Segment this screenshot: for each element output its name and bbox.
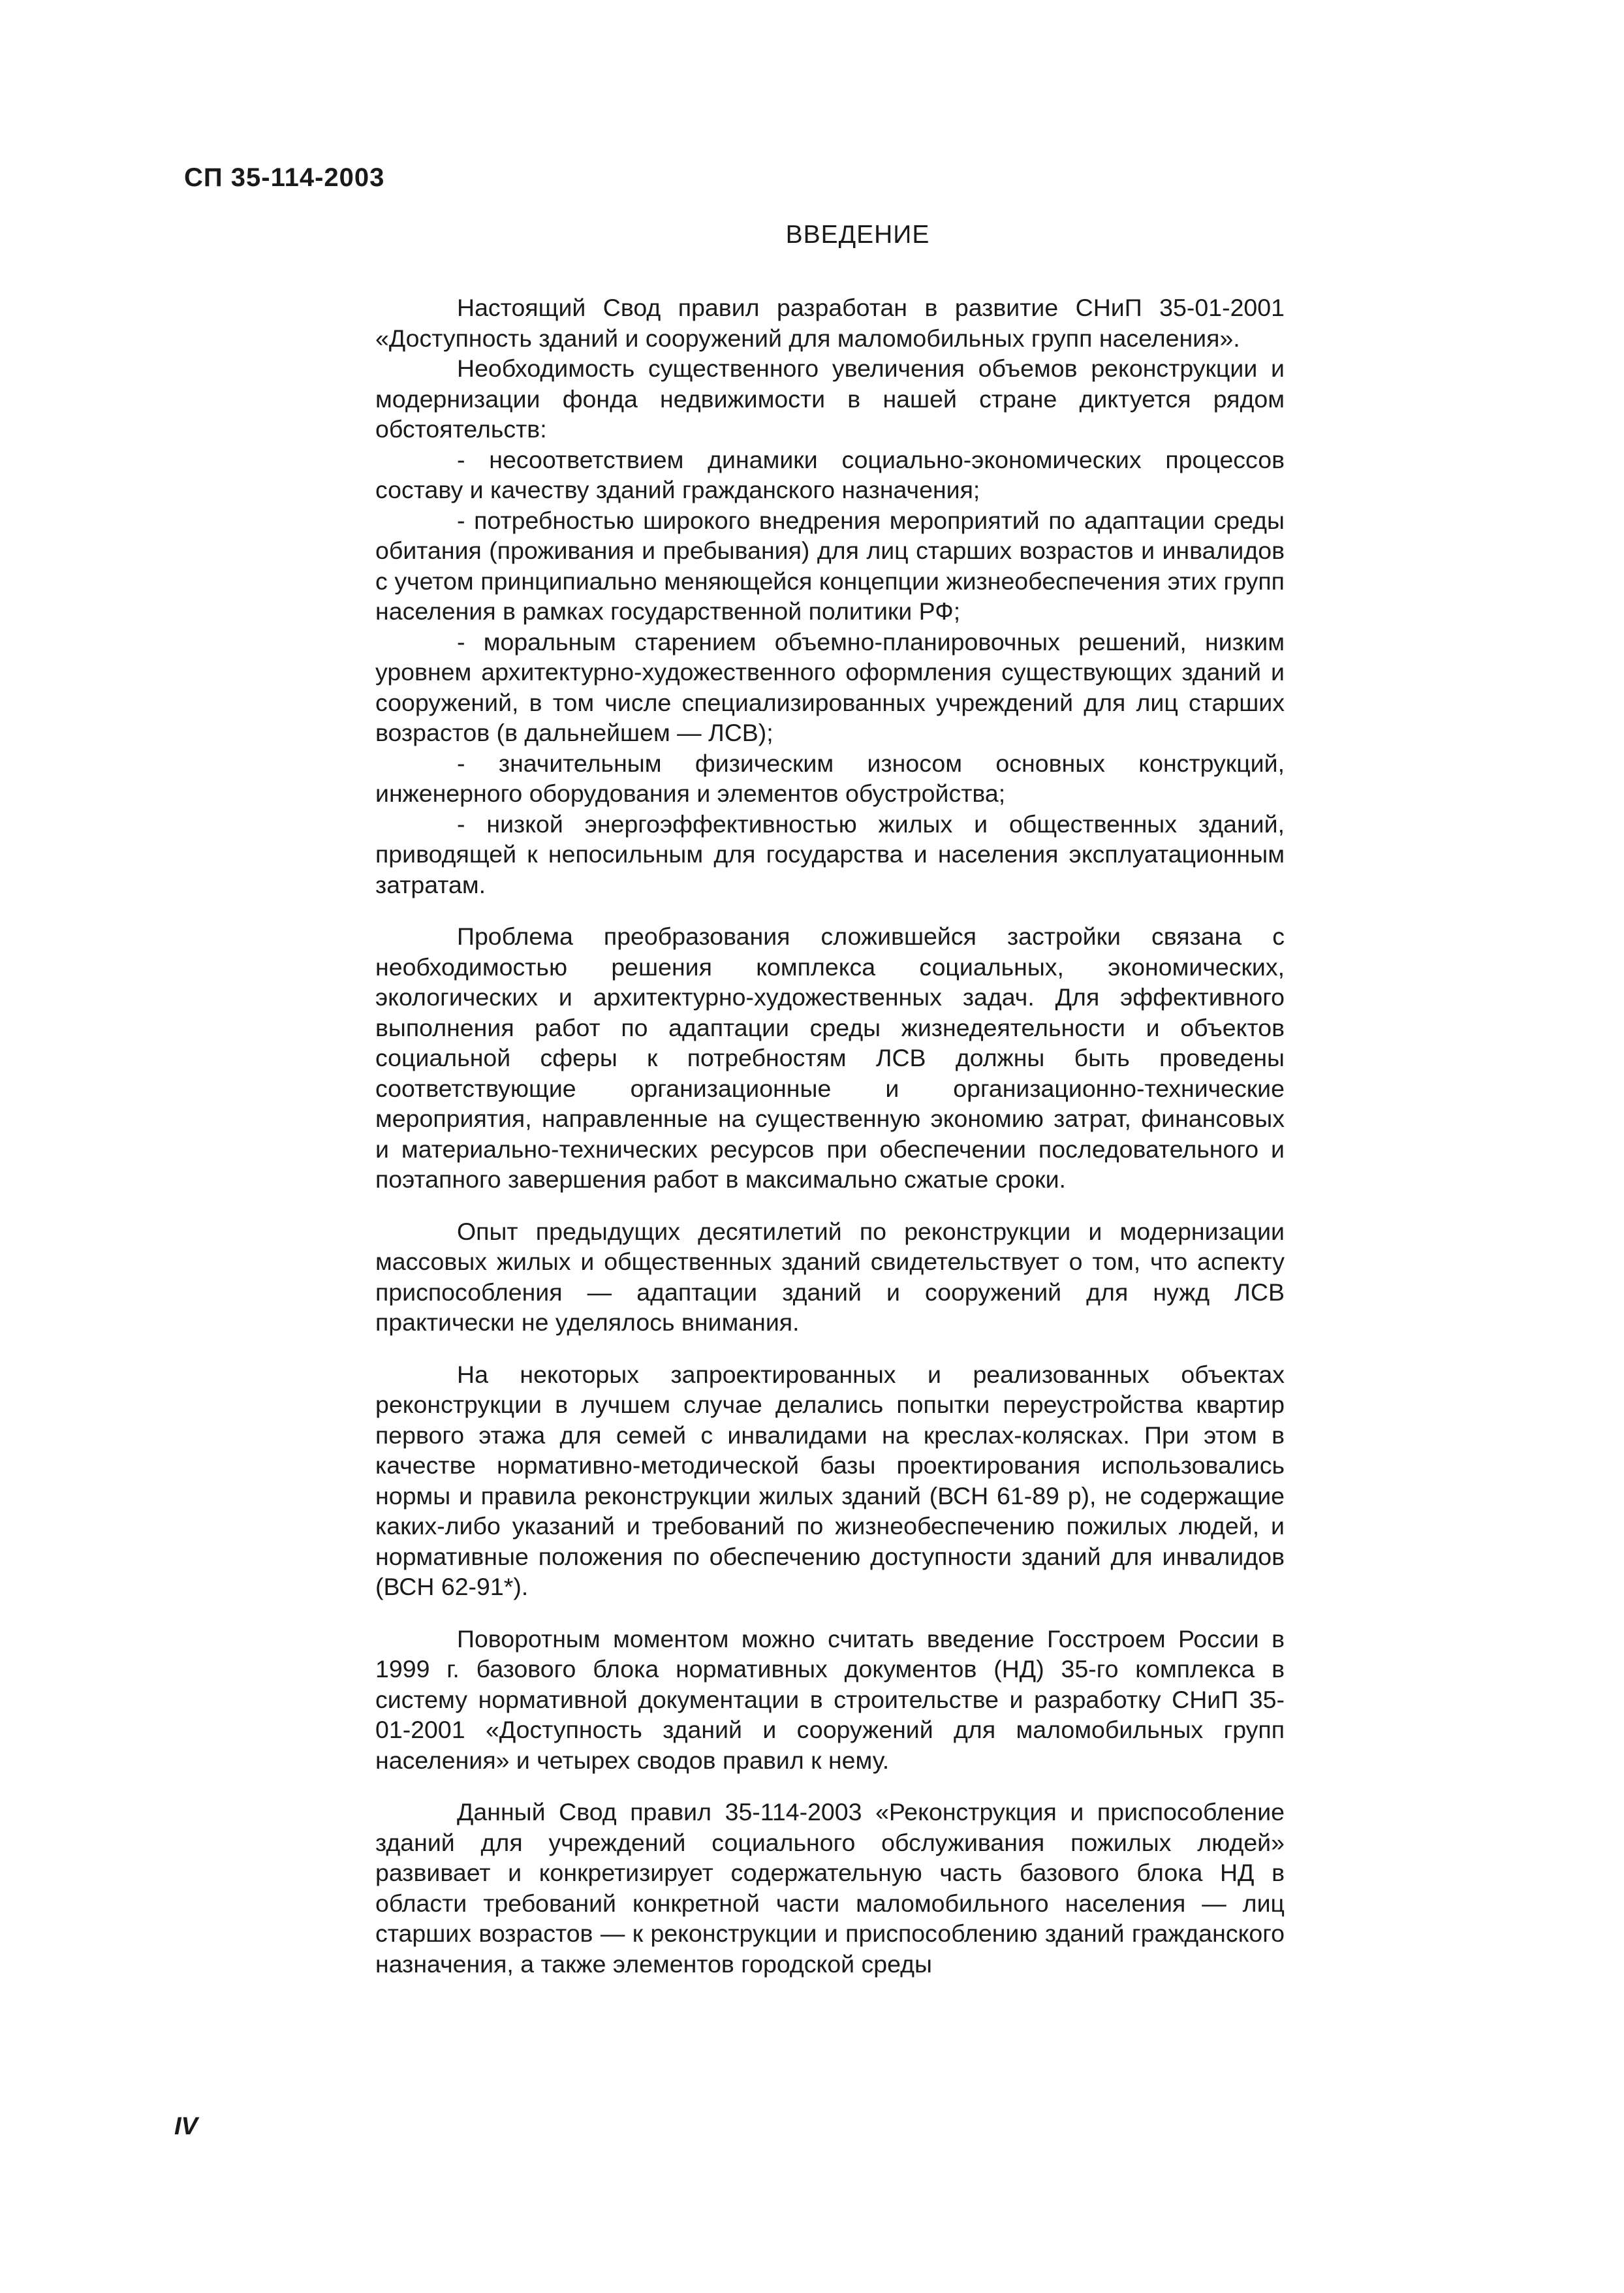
list-item: - значительным физическим износом основных конструкций, инженерного оборудования и элементов обустройства; — [375, 749, 1285, 807]
body-text — [375, 293, 1285, 1979]
paragraph: Поворотным моментом можно считать введение Госстроем России в 1999 г. базового блока нормативных документов (НД) 35-го комплекса в систему нормативной документации в строительстве и разработку СНиП 35-01-2001 «Доступность зданий и сооружений для маломобильных групп населения» и четырех сводов правил к нему. — [375, 1624, 1285, 1774]
list-item: - моральным старением объемно-планировочных решений, низким уровнем архитектурно-художественного оформления существующих зданий и сооружений, в том числе специализированных учреждений для лиц старших возрастов (в дальнейшем — ЛСВ); — [375, 627, 1285, 746]
list-item: - низкой энергоэффективностью жилых и общественных зданий, приводящей к непосильным для государства и населения эксплуатационным затратам. — [375, 810, 1285, 898]
page-number: IV — [174, 2113, 198, 2140]
list-item: - потребностью широкого внедрения мероприятий по адаптации среды обитания (проживания и пребывания) для лиц старших возрастов и инвалидов с учетом принципиально меняющейся концепции жизнеобеспечения этих групп населения в рамках государственной политики РФ; — [375, 506, 1285, 625]
paragraph: Настоящий Свод правил разработан в развитие СНиП 35-01-2001 «Доступность зданий и сооружений для маломобильных групп населения». — [375, 294, 1285, 352]
document-code: СП 35-114-2003 — [184, 163, 385, 192]
section-title: ВВЕДЕНИЕ — [785, 221, 930, 249]
list-item: - несоответствием динамики социально-экономических процессов составу и качеству зданий гражданского назначения; — [375, 445, 1285, 503]
paragraph: На некоторых запроектированных и реализованных объектах реконструкции в лучшем случае делались попытки переустройства квартир первого этажа для семей с инвалидами на креслах-колясках. При этом в качестве нормативно-методической базы проектирования использовались нормы и правила реконструкции жилых зданий (ВСН 61-89 р), не содержащие каких-либо указаний и требований по жизнеобеспечению пожилых людей, и нормативные положения по обеспечению доступности зданий для инвалидов (ВСН 62-91*). — [375, 1360, 1285, 1600]
paragraph: Данный Свод правил 35-114-2003 «Реконструкция и приспособление зданий для учреждений социального обслуживания пожилых людей» развивает и конкретизирует содержательную часть базового блока НД в области требований конкретной части маломобильного населения — лиц старших возрастов — к реконструкции и приспособлению зданий гражданского назначения, а также элементов городской среды — [375, 1798, 1285, 1978]
paragraph: Проблема преобразования сложившейся застройки связана с необходимостью решения комплекса социальных, экономических, экологических и архитектурно-художественных задач. Для эффективного выполнения работ по адаптации среды жизнедеятельности и объектов социальной сферы к потребностям ЛСВ должны быть проведены соответствующие организационные и организационно-технические мероприятия, направленные на существенную экономию затрат, финансовых и материально-технических ресурсов при обеспечении последовательного и поэтапного завершения работ в максимально сжатые сроки. — [375, 923, 1285, 1193]
paragraph: Опыт предыдущих десятилетий по реконструкции и модернизации массовых жилых и общественных зданий свидетельствует о том, что аспекту приспособления — адаптации зданий и сооружений для нужд ЛСВ практически не уделялось внимания. — [375, 1217, 1285, 1336]
paragraph: Необходимость существенного увеличения объемов реконструкции и модернизации фонда недвижимости в нашей стране диктуется рядом обстоятельств: — [375, 355, 1285, 443]
